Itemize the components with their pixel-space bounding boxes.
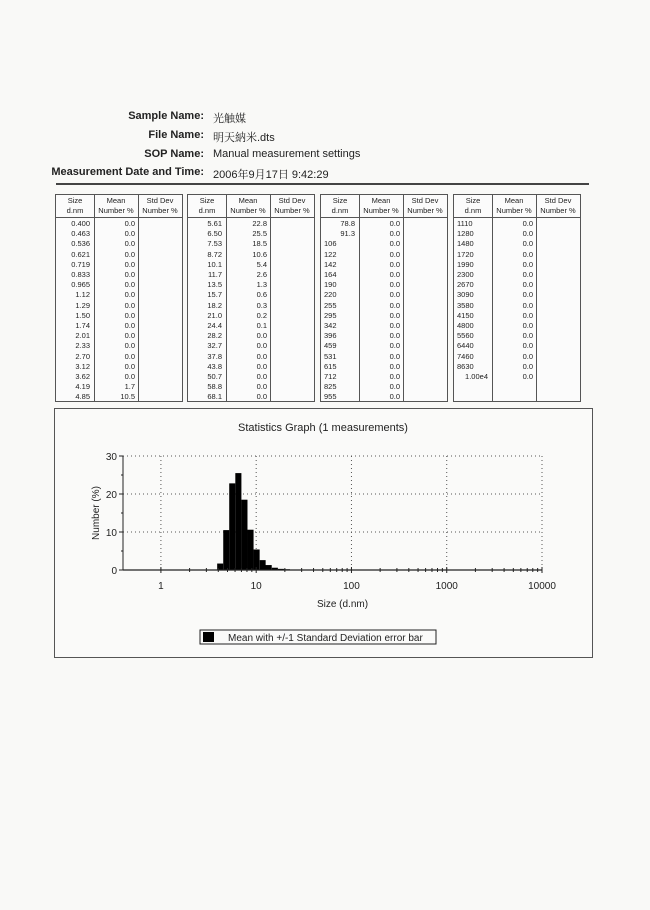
mean-number-cell: 0.0: [124, 300, 135, 310]
size-cell: 78.8: [340, 219, 355, 228]
header-field: [0, 110, 650, 128]
size-cell: 58.8: [207, 382, 222, 392]
x-tick-label: 10: [250, 581, 262, 592]
column-header-line: Std Dev: [411, 196, 439, 205]
mean-number-cell: 0.0: [522, 229, 533, 239]
size-cell: 0.621: [71, 249, 90, 259]
mean-number-cell: 0.0: [124, 249, 135, 259]
x-axis-label: Size (d.nm): [316, 599, 369, 610]
mean-number-cell: 0.0: [124, 372, 135, 381]
mean-number-cell: 10.5: [120, 392, 135, 402]
mean-number-cell: 25.5: [252, 229, 267, 239]
size-cell: 37.8: [207, 351, 222, 361]
size-cell: 3580: [457, 300, 474, 310]
mean-number-cell: 0.1: [256, 321, 267, 330]
size-cell: 43.8: [207, 361, 222, 371]
size-cell: 459: [324, 341, 337, 351]
mean-number-cell: 0.0: [522, 270, 533, 279]
column-header-line: Number %: [496, 206, 532, 215]
histogram-bar: [223, 530, 229, 570]
column-header-line: Number %: [540, 206, 576, 215]
size-table-block: [55, 194, 183, 402]
mean-number-cell: 0.0: [256, 341, 267, 351]
column-header-line: Size: [332, 196, 348, 205]
column-header-line: Number %: [274, 206, 310, 215]
size-cell: 0.833: [71, 270, 90, 279]
mean-number-cell: 0.0: [389, 219, 400, 228]
mean-number-cell: 0.0: [124, 259, 135, 269]
mean-number-cell: 0.0: [256, 331, 267, 341]
column-header-mean: [492, 196, 536, 216]
header-field-value: 光触媒: [213, 113, 246, 125]
size-cell: 3.12: [75, 361, 90, 371]
y-axis-label: Number (%): [91, 486, 102, 540]
size-table-block: [453, 194, 581, 402]
header-field-value: Manual measurement settings: [213, 148, 361, 160]
column-header-line: Number %: [142, 206, 178, 215]
mean-number-cell: 0.0: [522, 341, 533, 351]
size-cell: 1.50: [75, 310, 90, 320]
header-field-label: File Name:: [148, 129, 204, 141]
mean-number-cell: 0.0: [389, 290, 400, 300]
histogram-bar: [247, 530, 253, 570]
mean-number-cell: 0.0: [389, 310, 400, 320]
mean-number-cell: 0.0: [256, 351, 267, 361]
statistics-graph: [55, 409, 592, 657]
size-cell: 8.72: [207, 249, 222, 259]
size-cell: 396: [324, 331, 337, 341]
column-divider: [270, 195, 271, 401]
size-cell: 342: [324, 321, 337, 330]
size-cell: 5560: [457, 331, 474, 341]
y-tick-label: 0: [111, 566, 117, 577]
mean-number-cell: 0.0: [389, 372, 400, 381]
mean-number-cell: 0.0: [522, 331, 533, 341]
column-header-size: [56, 196, 94, 216]
size-cell: 0.965: [71, 280, 90, 290]
header-field-value: 2006年9月17日 9:42:29: [213, 169, 329, 181]
size-cell: 11.7: [207, 270, 222, 279]
size-cell: 1990: [457, 259, 474, 269]
size-cell: 91.3: [340, 229, 355, 239]
y-tick-label: 20: [105, 490, 117, 501]
column-header-line: Number %: [407, 206, 443, 215]
mean-number-cell: 0.0: [389, 259, 400, 269]
column-divider: [536, 195, 537, 401]
size-cell: 10.1: [207, 259, 222, 269]
size-cell: 4.85: [75, 392, 90, 402]
mean-number-cell: 0.0: [522, 290, 533, 300]
column-divider: [403, 195, 404, 401]
size-cell: 28.2: [207, 331, 222, 341]
column-header-std: [138, 196, 182, 216]
mean-number-cell: 0.0: [124, 321, 135, 330]
mean-number-cell: 0.0: [389, 229, 400, 239]
size-cell: 18.2: [207, 300, 222, 310]
mean-number-cell: 0.0: [389, 361, 400, 371]
y-tick-label: 30: [105, 452, 117, 463]
size-cell: 6.50: [207, 229, 222, 239]
column-divider: [138, 195, 139, 401]
size-cell: 164: [324, 270, 337, 279]
column-header-line: d.nm: [198, 206, 216, 215]
size-cell: 955: [324, 392, 337, 402]
mean-number-cell: 0.0: [389, 341, 400, 351]
column-header-mean: [359, 196, 403, 216]
header-field-label: SOP Name:: [144, 148, 204, 160]
size-cell: 7460: [457, 351, 474, 361]
mean-number-cell: 22.8: [252, 219, 267, 228]
size-cell: 5.61: [207, 219, 222, 228]
header-field-label: Sample Name:: [128, 110, 204, 122]
size-cell: 1.00e4: [465, 372, 488, 381]
size-cell: 142: [324, 259, 337, 269]
mean-number-cell: 0.0: [522, 361, 533, 371]
header-field-value: 明天納米.dts: [213, 132, 275, 144]
mean-number-cell: 0.0: [124, 270, 135, 279]
mean-number-cell: 0.2: [256, 310, 267, 320]
size-cell: 4.19: [75, 382, 90, 392]
header-field: [0, 129, 650, 147]
size-cell: 1.29: [75, 300, 90, 310]
mean-number-cell: 0.0: [522, 249, 533, 259]
size-cell: 1720: [457, 249, 474, 259]
size-cell: 220: [324, 290, 337, 300]
size-cell: 50.7: [207, 372, 222, 381]
size-cell: 0.536: [71, 239, 90, 249]
legend-label: Mean with +/-1 Standard Deviation error bar: [228, 633, 423, 644]
mean-number-cell: 0.0: [124, 280, 135, 290]
column-header-mean: [226, 196, 270, 216]
mean-number-cell: 0.0: [389, 382, 400, 392]
size-cell: 2.33: [75, 341, 90, 351]
mean-number-cell: 0.0: [522, 321, 533, 330]
size-cell: 2300: [457, 270, 474, 279]
size-cell: 4800: [457, 321, 474, 330]
size-cell: 15.7: [207, 290, 222, 300]
size-cell: 0.400: [71, 219, 90, 228]
column-header-line: Mean: [106, 196, 126, 205]
column-header-size: [321, 196, 359, 216]
column-header-line: Size: [67, 196, 83, 205]
mean-number-cell: 0.0: [389, 321, 400, 330]
histogram-bar: [254, 549, 260, 570]
size-cell: 1110: [457, 219, 473, 228]
mean-number-cell: 0.0: [124, 229, 135, 239]
header-field: [0, 166, 650, 184]
column-header-line: Mean: [504, 196, 524, 205]
mean-number-cell: 0.0: [522, 372, 533, 381]
legend-swatch: [203, 632, 214, 642]
column-header-line: Std Dev: [544, 196, 572, 205]
mean-number-cell: 0.0: [124, 331, 135, 341]
column-header-std: [270, 196, 314, 216]
mean-number-cell: 0.0: [522, 300, 533, 310]
x-tick-label: 100: [343, 581, 360, 592]
mean-number-cell: 18.5: [252, 239, 267, 249]
mean-number-cell: 0.0: [389, 351, 400, 361]
size-cell: 1.12: [75, 290, 90, 300]
size-cell: 255: [324, 300, 337, 310]
size-cell: 4150: [457, 310, 474, 320]
column-header-line: Size: [199, 196, 215, 205]
size-cell: 295: [324, 310, 337, 320]
mean-number-cell: 0.0: [522, 351, 533, 361]
histogram-bar: [265, 565, 271, 570]
y-tick-label: 10: [105, 528, 117, 539]
column-header-line: d.nm: [66, 206, 84, 215]
histogram-bar: [235, 473, 241, 570]
header-field-label: Measurement Date and Time:: [51, 166, 204, 178]
mean-number-cell: 10.6: [252, 249, 267, 259]
size-cell: 6440: [457, 341, 474, 351]
size-cell: 2670: [457, 280, 474, 290]
column-header-line: Number %: [363, 206, 399, 215]
mean-number-cell: 0.6: [256, 290, 267, 300]
size-cell: 1280: [457, 229, 474, 239]
size-cell: 712: [324, 372, 337, 381]
mean-number-cell: 0.0: [389, 270, 400, 279]
size-cell: 190: [324, 280, 337, 290]
mean-number-cell: 0.0: [389, 239, 400, 249]
column-header-line: Number %: [98, 206, 134, 215]
mean-number-cell: 0.0: [522, 280, 533, 290]
mean-number-cell: 2.6: [256, 270, 267, 279]
size-cell: 615: [324, 361, 337, 371]
size-table-block: [187, 194, 315, 402]
mean-number-cell: 0.0: [124, 351, 135, 361]
size-cell: 1.74: [75, 321, 90, 330]
mean-number-cell: 1.7: [124, 382, 135, 392]
mean-number-cell: 0.0: [389, 249, 400, 259]
mean-number-cell: 0.0: [124, 290, 135, 300]
size-cell: 0.463: [71, 229, 90, 239]
mean-number-cell: 0.0: [522, 310, 533, 320]
column-header-line: d.nm: [331, 206, 349, 215]
column-header-std: [536, 196, 580, 216]
x-tick-label: 10000: [528, 581, 556, 592]
column-header-line: Std Dev: [278, 196, 306, 205]
mean-number-cell: 1.3: [256, 280, 267, 290]
mean-number-cell: 0.0: [522, 219, 533, 228]
mean-number-cell: 0.0: [256, 361, 267, 371]
mean-number-cell: 0.0: [522, 239, 533, 249]
size-cell: 24.4: [207, 321, 222, 330]
header-field: [0, 148, 650, 166]
size-cell: 3.62: [75, 372, 90, 381]
column-header-mean: [94, 196, 138, 216]
mean-number-cell: 0.0: [389, 280, 400, 290]
column-header-size: [454, 196, 492, 216]
size-cell: 0.719: [71, 259, 90, 269]
size-cell: 2.70: [75, 351, 90, 361]
header-divider: [56, 183, 589, 185]
size-cell: 825: [324, 382, 337, 392]
x-tick-label: 1000: [435, 581, 458, 592]
mean-number-cell: 0.0: [256, 372, 267, 381]
size-cell: 531: [324, 351, 337, 361]
histogram-bar: [229, 483, 235, 570]
size-cell: 122: [324, 249, 337, 259]
size-cell: 3090: [457, 290, 474, 300]
chart-title: Statistics Graph (1 measurements): [238, 422, 408, 434]
column-header-line: d.nm: [464, 206, 482, 215]
mean-number-cell: 0.0: [389, 331, 400, 341]
mean-number-cell: 0.0: [389, 392, 400, 402]
mean-number-cell: 0.0: [124, 310, 135, 320]
size-cell: 8630: [457, 361, 474, 371]
column-header-line: Size: [465, 196, 481, 205]
mean-number-cell: 0.3: [256, 300, 267, 310]
column-header-line: Std Dev: [146, 196, 174, 205]
size-cell: 106: [324, 239, 337, 249]
mean-number-cell: 0.0: [389, 300, 400, 310]
histogram-bar: [241, 500, 247, 570]
size-cell: 7.53: [207, 239, 222, 249]
column-header-line: Mean: [371, 196, 391, 205]
x-tick-label: 1: [158, 581, 164, 592]
column-header-line: Number %: [230, 206, 266, 215]
column-header-size: [188, 196, 226, 216]
size-cell: 13.5: [207, 280, 222, 290]
mean-number-cell: 5.4: [256, 259, 267, 269]
size-table-block: [320, 194, 448, 402]
column-header-std: [403, 196, 447, 216]
histogram-bar: [260, 560, 266, 570]
size-cell: 21.0: [207, 310, 222, 320]
mean-number-cell: 0.0: [124, 341, 135, 351]
size-cell: 68.1: [207, 392, 222, 402]
size-cell: 2.01: [75, 331, 90, 341]
mean-number-cell: 0.0: [256, 392, 267, 402]
mean-number-cell: 0.0: [124, 219, 135, 228]
size-cell: 32.7: [207, 341, 222, 351]
size-cell: 1480: [457, 239, 474, 249]
mean-number-cell: 0.0: [256, 382, 267, 392]
mean-number-cell: 0.0: [124, 239, 135, 249]
mean-number-cell: 0.0: [124, 361, 135, 371]
mean-number-cell: 0.0: [522, 259, 533, 269]
statistics-graph-panel: [54, 408, 593, 658]
column-header-line: Mean: [238, 196, 258, 205]
